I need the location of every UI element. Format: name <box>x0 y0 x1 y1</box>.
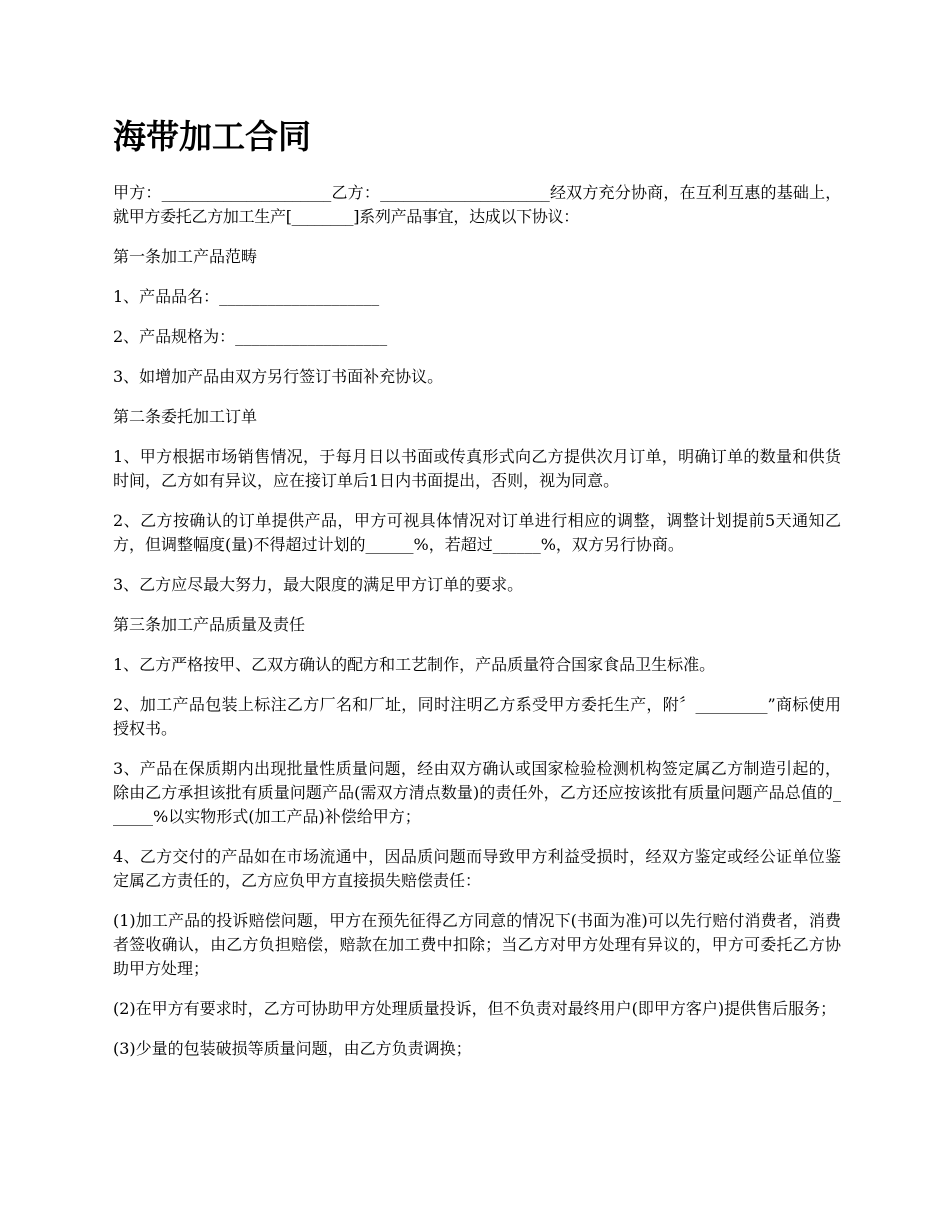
clause-3-2: 2、加工产品包装上标注乙方厂名和厂址，同时注明乙方系受甲方委托生产，附〞_________”商标使用授权书。 <box>113 695 841 738</box>
clause-3-4-item-3: (3)少量的包装破损等质量问题，由乙方负责调换； <box>113 1039 472 1058</box>
document-page <box>113 112 841 1077</box>
section-heading-2: 第二条委托加工订单 <box>113 407 258 426</box>
clause-3-1: 1、乙方严格按甲、乙双方确认的配方和工艺制作，产品质量符合国家食品卫生标准。 <box>113 655 716 674</box>
clause-1-3: 3、如增加产品由双方另行签订书面补充协议。 <box>113 367 444 386</box>
clause-2-2: 2、乙方按确认的订单提供产品，甲方可视具体情况对订单进行相应的调整，调整计划提前5天通知乙方，但调整幅度(量)不得超过计划的______%，若超过______%，双方另行协商。 <box>113 511 841 554</box>
clause-3-4: 4、乙方交付的产品如在市场流通中，因品质问题而导致甲方利益受损时，经双方鉴定或经公证单位鉴定属乙方责任的，乙方应负甲方直接损失赔偿责任： <box>113 847 841 890</box>
clause-1-2: 2、产品规格为：___________________ <box>113 327 388 346</box>
clause-3-4-item-1: (1)加工产品的投诉赔偿问题，甲方在预先征得乙方同意的情况下(书面为准)可以先行赔付消费者，消费者签收确认，由乙方负担赔偿，赔款在加工费中扣除；当乙方对甲方处理有异议的，甲方可委托乙方协助甲方处理； <box>113 911 841 978</box>
clause-2-1: 1、甲方根据市场销售情况，于每月日以书面或传真形式向乙方提供次月订单，明确订单的数量和供货时间，乙方如有异议，应在接订单后1日内书面提出，否则，视为同意。 <box>113 447 841 490</box>
preamble-paragraph: 甲方：______________________乙方：______________________经双方充分协商，在互利互惠的基础上，就甲方委托乙方加工生产[________]系列产品事宜，达成以下协议： <box>113 183 841 226</box>
clause-1-1: 1、产品品名：____________________ <box>113 287 380 306</box>
section-heading-3: 第三条加工产品质量及责任 <box>113 615 306 634</box>
document-title: 海带加工合同 <box>113 117 311 156</box>
clause-2-3: 3、乙方应尽最大努力，最大限度的满足甲方订单的要求。 <box>113 575 524 594</box>
section-heading-1: 第一条加工产品范畴 <box>113 247 258 266</box>
clause-3-4-item-2: (2)在甲方有要求时，乙方可协助甲方处理质量投诉，但不负责对最终用户(即甲方客户)提供售后服务； <box>113 999 837 1018</box>
clause-3-3: 3、产品在保质期内出现批量性质量问题，经由双方确认或国家检验检测机构签定属乙方制造引起的，除由乙方承担该批有质量问题产品(需双方清点数量)的责任外，乙方还应按该批有质量问题产品总值的______%以实物形式(加工产品)补偿给甲方； <box>113 759 841 826</box>
